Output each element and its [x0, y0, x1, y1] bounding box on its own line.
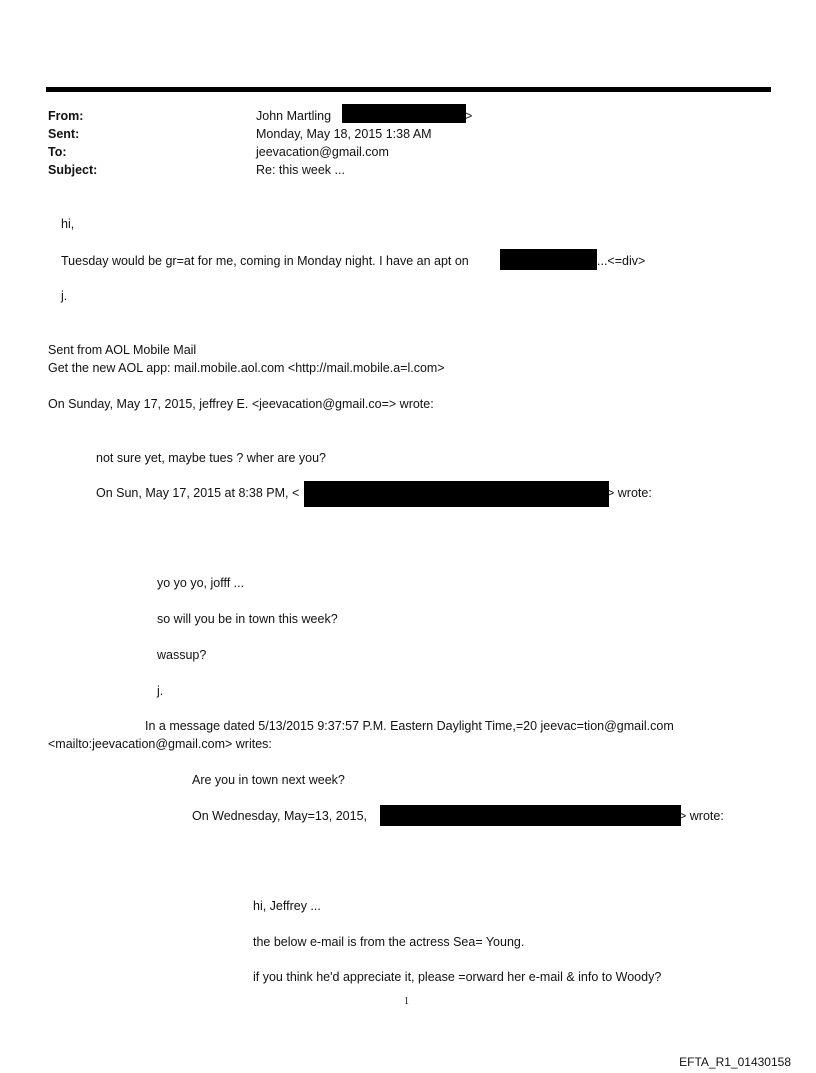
sent-label: Sent:	[48, 127, 80, 141]
message-line: the below e-mail is from the actress Sea= Young.	[253, 935, 525, 949]
message-dated-line: In a message dated 5/13/2015 9:37:57 P.M. Eastern Daylight Time,=20 jeevac=tion@gmail.com	[145, 719, 674, 733]
message-line: yo yo yo, jofff ...	[157, 576, 245, 590]
redaction-box	[342, 104, 466, 123]
redaction-box	[500, 249, 597, 270]
quote-header-tail: > wrote:	[679, 809, 724, 823]
sent-value: Monday, May 18, 2015 1:38 AM	[256, 127, 432, 141]
signature-j: j.	[157, 684, 164, 698]
tuesday-line-tail: ...<=div>	[597, 254, 646, 268]
header-rule	[46, 87, 771, 92]
quote-header: On Wednesday, May=13, 2015,	[192, 809, 367, 823]
quote-header: On Sun, May 17, 2015 at 8:38 PM, <	[96, 486, 300, 500]
page-number: 1	[404, 996, 409, 1007]
from-trailing: >	[465, 109, 473, 123]
to-label: To:	[48, 145, 67, 159]
message-line: so will you be in town this week?	[157, 612, 338, 626]
greeting: hi,	[61, 217, 75, 231]
redaction-box	[304, 481, 609, 507]
message-line: if you think he'd appreciate it, please =orward her e-mail & info to Woody?	[253, 970, 662, 984]
sent-from-line: Sent from AOL Mobile Mail	[48, 343, 197, 357]
get-app-line: Get the new AOL app: mail.mobile.aol.com <http://mail.mobile.a=l.com>	[48, 361, 445, 375]
signature-j: j.	[61, 289, 68, 303]
document-id: EFTA_R1_01430158	[679, 1055, 791, 1069]
from-label: From:	[48, 109, 84, 123]
message-line: wassup?	[157, 648, 207, 662]
from-value: John Martling	[256, 109, 332, 123]
message-line: hi, Jeffrey ...	[253, 899, 321, 913]
to-value: jeevacation@gmail.com	[256, 145, 389, 159]
mailto-line: <mailto:jeevacation@gmail.com> writes:	[48, 737, 272, 751]
subject-value: Re: this week ...	[256, 163, 345, 177]
message-line: Are you in town next week?	[192, 773, 345, 787]
tuesday-line: Tuesday would be gr=at for me, coming in Monday night. I have an apt on	[61, 254, 469, 268]
quote-header-tail: > wrote:	[607, 486, 652, 500]
redaction-box	[380, 805, 681, 826]
reply-text: not sure yet, maybe tues ? wher are you?	[96, 451, 326, 465]
quote-header: On Sunday, May 17, 2015, jeffrey E. <jeevacation@gmail.co=> wrote:	[48, 397, 434, 411]
subject-label: Subject:	[48, 163, 98, 177]
